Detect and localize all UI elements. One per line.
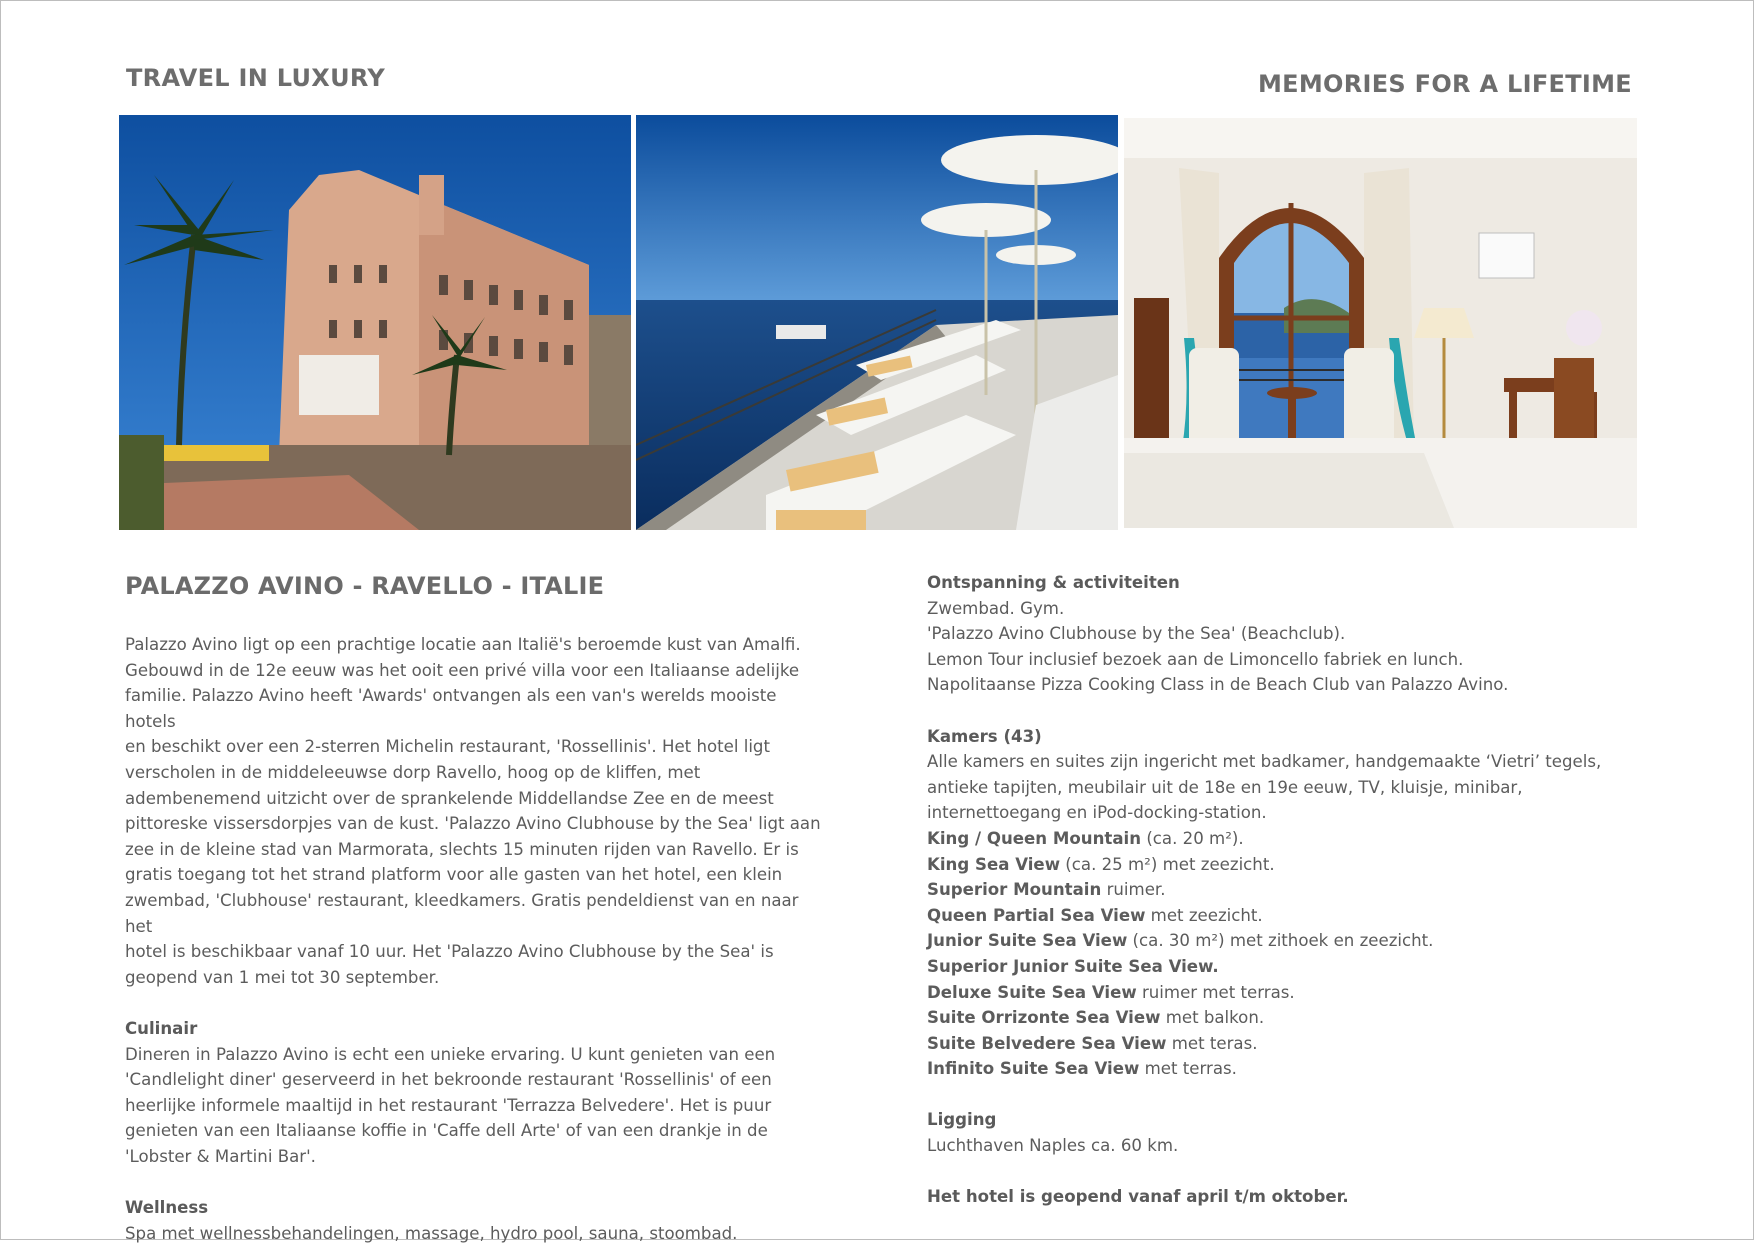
sea-terrace-photo	[636, 115, 1118, 530]
text-line: pittoreske vissersdorpjes van de kust. 'Palazzo Avino Clubhouse by the Sea' ligt aan	[125, 814, 821, 834]
text-line: internettoegang en iPod-docking-station.	[927, 803, 1267, 823]
text-line: verscholen in de middeleeuwse dorp Ravello, hoog op de kliffen, met	[125, 762, 701, 782]
room-detail: met balkon.	[1160, 1008, 1265, 1028]
wellness-section	[125, 1195, 825, 1246]
text-line: zee in de kleine stad van Marmorata, slechts 15 minuten rijden van Ravello. Er is	[125, 839, 799, 859]
ontspanning-section	[927, 570, 1667, 698]
text-line: Gebouwd in de 12e eeuw was het ooit een privé villa voor een Italiaanse adelijke	[125, 660, 800, 680]
text-line: heerlijke informele maaltijd in het restaurant 'Terrazza Belvedere'. Het is puur	[125, 1095, 772, 1115]
right-column	[927, 570, 1667, 1210]
culinair-heading: Culinair	[125, 1018, 198, 1038]
wellness-heading: Wellness	[125, 1198, 209, 1218]
room-detail: ruimer.	[1101, 880, 1166, 900]
suite-interior-photo	[1124, 118, 1637, 528]
text-line: Palazzo Avino ligt op een prachtige locatie aan Italië's beroemde kust van Amalfi.	[125, 635, 801, 654]
text-line: hotel is beschikbaar vanaf 10 uur. Het 'Palazzo Avino Clubhouse by the Sea' is	[125, 942, 774, 962]
text-line: Spa met wellnessbehandelingen, massage, hydro pool, sauna, stoombad.	[125, 1223, 738, 1243]
text-line: 'Lobster & Martini Bar'.	[125, 1146, 316, 1166]
room-name: Suite Belvedere Sea View	[927, 1033, 1167, 1053]
room-detail: (ca. 20 m²).	[1141, 828, 1244, 848]
text-line: 'Palazzo Avino Clubhouse by the Sea' (Beachclub).	[927, 624, 1346, 644]
room-detail: met teras.	[1166, 1033, 1258, 1053]
text-line: zwembad, 'Clubhouse' restaurant, kleedkamers. Gratis pendeldienst van en naar het	[125, 890, 799, 936]
text-line: familie. Palazzo Avino heeft 'Awards' ontvangen als een van's werelds mooiste hotels	[125, 686, 777, 731]
opening-note: Het hotel is geopend vanaf april t/m oktober.	[927, 1187, 1349, 1207]
room-name: Superior Junior Suite Sea View.	[927, 956, 1219, 976]
room-name: Junior Suite Sea View	[927, 931, 1128, 951]
kamers-heading: Kamers (43)	[927, 726, 1042, 746]
room-name: Queen Partial Sea View	[927, 905, 1146, 925]
room-name: King / Queen Mountain	[927, 828, 1142, 848]
text-line: Luchthaven Naples ca. 60 km.	[927, 1136, 1179, 1156]
room-line	[927, 903, 1667, 929]
ontspanning-heading: Ontspanning & activiteiten	[927, 573, 1180, 592]
intro-text	[125, 632, 825, 990]
room-line	[927, 928, 1667, 954]
room-name: Infinito Suite Sea View	[927, 1059, 1140, 1079]
text-line: Napolitaanse Pizza Cooking Class in de Beach Club van Palazzo Avino.	[927, 675, 1509, 695]
room-detail: met zeezicht.	[1145, 905, 1263, 925]
room-line	[927, 980, 1667, 1006]
text-line: Zwembad. Gym.	[927, 598, 1065, 618]
hotel-title: PALAZZO AVINO - RAVELLO - ITALIE	[125, 572, 605, 600]
text-line: genieten van een Italiaanse koffie in 'Caffe dell Arte' of van een drankje in de	[125, 1121, 768, 1141]
room-name: Superior Mountain	[927, 880, 1102, 900]
header-tagline-right: MEMORIES FOR A LIFETIME	[1257, 70, 1632, 98]
text-line: 'Candlelight diner' geserveerd in het bekroonde restaurant 'Rossellinis' of een	[125, 1070, 772, 1090]
text-line: antieke tapijten, meubilair uit de 18e en 19e eeuw, TV, kluisje, minibar,	[927, 777, 1523, 797]
room-line	[927, 1056, 1667, 1082]
kamers-section	[927, 724, 1667, 1082]
room-line	[927, 954, 1667, 980]
room-name: Deluxe Suite Sea View	[927, 982, 1137, 1002]
room-line	[927, 1031, 1667, 1057]
room-detail: ruimer met terras.	[1136, 982, 1295, 1002]
room-line	[927, 877, 1667, 903]
text-line: Alle kamers en suites zijn ingericht met badkamer, handgemaakte ‘Vietri’ tegels,	[927, 752, 1602, 772]
ligging-heading: Ligging	[927, 1110, 997, 1130]
room-detail: (ca. 30 m²) met zithoek en zeezicht.	[1127, 931, 1434, 951]
room-name: King Sea View	[927, 854, 1061, 874]
text-line: gratis toegang tot het strand platform voor alle gasten van het hotel, een klein	[125, 865, 783, 885]
room-line	[927, 1005, 1667, 1031]
culinair-section	[125, 1016, 825, 1170]
room-line	[927, 826, 1667, 852]
header-tagline-left: TRAVEL IN LUXURY	[126, 64, 386, 92]
text-line: Lemon Tour inclusief bezoek aan de Limoncello fabriek en lunch.	[927, 649, 1464, 669]
ligging-section	[927, 1107, 1667, 1158]
room-detail: met terras.	[1139, 1059, 1237, 1079]
text-line: Dineren in Palazzo Avino is echt een unieke ervaring. U kunt genieten van een	[125, 1044, 776, 1064]
left-column	[125, 632, 825, 1246]
hotel-facade-photo	[119, 115, 631, 530]
text-line: en beschikt over een 2-sterren Michelin restaurant, 'Rossellinis'. Het hotel ligt	[125, 737, 770, 757]
text-line: adembenemend uitzicht over de sprankelende Middellandse Zee en de meest	[125, 788, 774, 808]
room-name: Suite Orrizonte Sea View	[927, 1008, 1161, 1028]
text-line: geopend van 1 mei tot 30 september.	[125, 967, 440, 987]
room-detail: (ca. 25 m²) met zeezicht.	[1060, 854, 1275, 874]
room-line	[927, 852, 1667, 878]
